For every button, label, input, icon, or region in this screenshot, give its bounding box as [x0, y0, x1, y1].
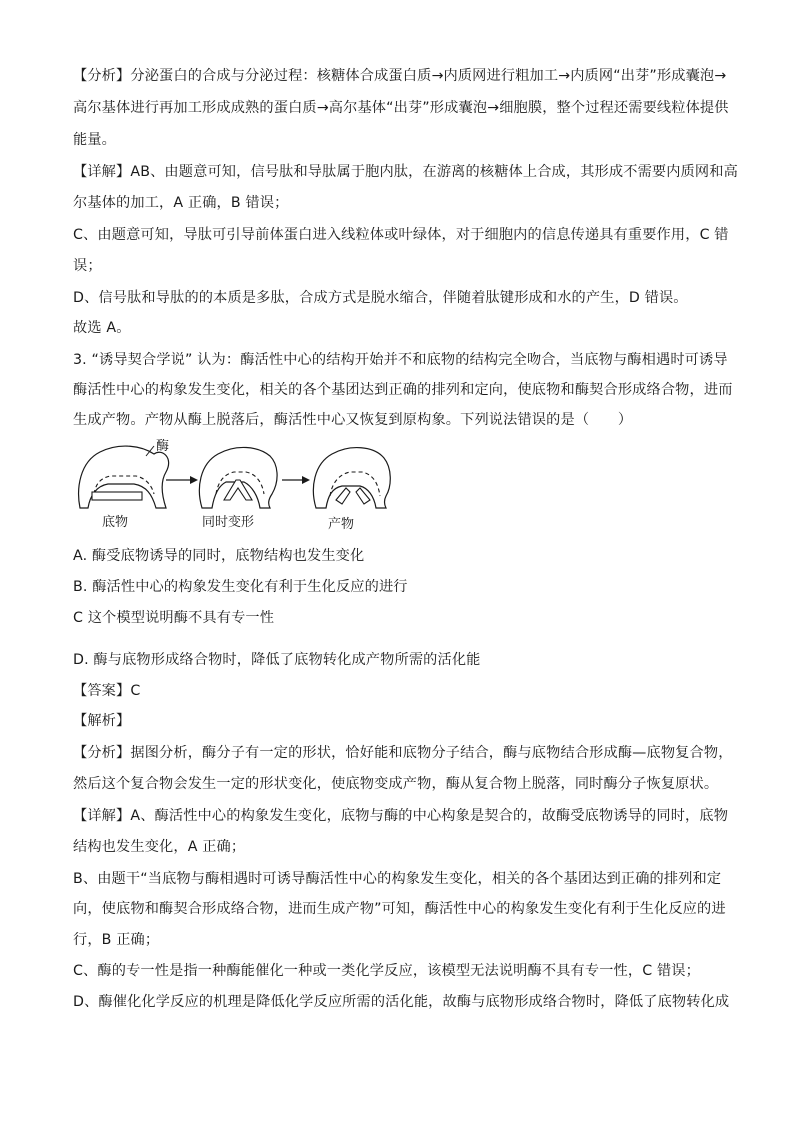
- detail1-line6: 故选 A。: [73, 320, 131, 336]
- detail1-line5: D、信号肽和导肽的的本质是多肽，合成方式是脱水缩合，伴随着肽键形成和水的产生，D 错误。: [73, 290, 688, 306]
- arrow-1: [166, 476, 198, 484]
- enzyme-with-products: [313, 448, 390, 508]
- option-b: B. 酶活性中心的构象发生变化有利于生化反应的进行: [73, 579, 408, 595]
- label-product: 产物: [328, 517, 355, 532]
- detail2-line5: 行，B 正确；: [73, 932, 160, 948]
- analysis2-line2: 然后这个复合物会发生一定的形状变化，使底物变成产物，酶从复合物上脱落，同时酶分子恢复原状。: [73, 776, 719, 792]
- detail2-line6: C、酶的专一性是指一种酶能催化一种或一类化学反应，该模型无法说明酶不具有专一性，C 错误；: [73, 963, 700, 979]
- detail1-line1: 【详解】AB、由题意可知，信号肽和导肽属于胞内肽，在游离的核糖体上合成，其形成不需要内质网和高: [73, 164, 738, 180]
- detail1-line2: 尔基体的加工，A 正确，B 错误；: [73, 195, 289, 211]
- detail2-line1: 【详解】A、酶活性中心的构象发生变化，底物与酶的中心构象是契合的，故酶受底物诱导的同时，底物: [73, 808, 729, 824]
- label-enzyme: 酶: [156, 439, 170, 454]
- analysis1-line3: 能量。: [73, 132, 117, 148]
- question3-line2: 酶活性中心的构象发生变化，相关的各个基团达到正确的排列和定向，使底物和酶契合形成络合物，进而: [73, 382, 733, 398]
- enzyme-with-substrate: [79, 446, 169, 508]
- induced-fit-diagram: [74, 438, 394, 538]
- option-d: D. 酶与底物形成络合物时，降低了底物转化成产物所需的活化能: [73, 652, 481, 668]
- answer-line: 【答案】C: [73, 683, 141, 699]
- option-c: C 这个模型说明酶不具有专一性: [73, 610, 275, 626]
- question3-line1: 3. “诱导契合学说” 认为：酶活性中心的结构开始并不和底物的结构完全吻合，当底物与酶相遇时可诱导: [73, 352, 728, 368]
- detail2-line4: 向，使底物和酶契合形成络合物，进而生成产物”可知，酶活性中心的构象发生变化有利于生化反应的进: [73, 901, 726, 917]
- label-substrate: 底物: [102, 515, 129, 530]
- arrow-2: [282, 476, 310, 484]
- detail1-line4: 误；: [73, 258, 102, 274]
- detail2-line2: 结构也发生变化，A 正确；: [73, 839, 246, 855]
- question3-line3: 生成产物。产物从酶上脱落后，酶活性中心又恢复到原构象。下列说法错误的是（ ）: [73, 412, 633, 428]
- explanation-header: 【解析】: [73, 713, 131, 729]
- analysis1-line2: 高尔基体进行再加工形成成熟的蛋白质→高尔基体“出芽”形成囊泡→细胞膜，整个过程还需要线粒体提供: [73, 100, 729, 116]
- detail2-line7: D、酶催化化学反应的机理是降低化学反应所需的活化能，故酶与底物形成络合物时，降低了底物转化成: [73, 994, 730, 1010]
- enzyme-deforming: [199, 447, 277, 508]
- detail1-line3: C、由题意可知，导肽可引导前体蛋白进入线粒体或叶绿体，对于细胞内的信息传递具有重要作用，C 错: [73, 227, 729, 243]
- analysis2-line1: 【分析】据图分析，酶分子有一定的形状，恰好能和底物分子结合，酶与底物结合形成酶—底物复合物，: [73, 745, 733, 761]
- label-simultaneous-change: 同时变形: [202, 515, 255, 530]
- detail2-line3: B、由题干“当底物与酶相遇时可诱导酶活性中心的构象发生变化，相关的各个基团达到正确的排列和定: [73, 871, 722, 887]
- analysis1-line1: 【分析】分泌蛋白的合成与分泌过程：核糖体合成蛋白质→内质网进行粗加工→内质网“出芽”形成囊泡→: [73, 68, 727, 84]
- option-a: A. 酶受底物诱导的同时，底物结构也发生变化: [73, 548, 365, 564]
